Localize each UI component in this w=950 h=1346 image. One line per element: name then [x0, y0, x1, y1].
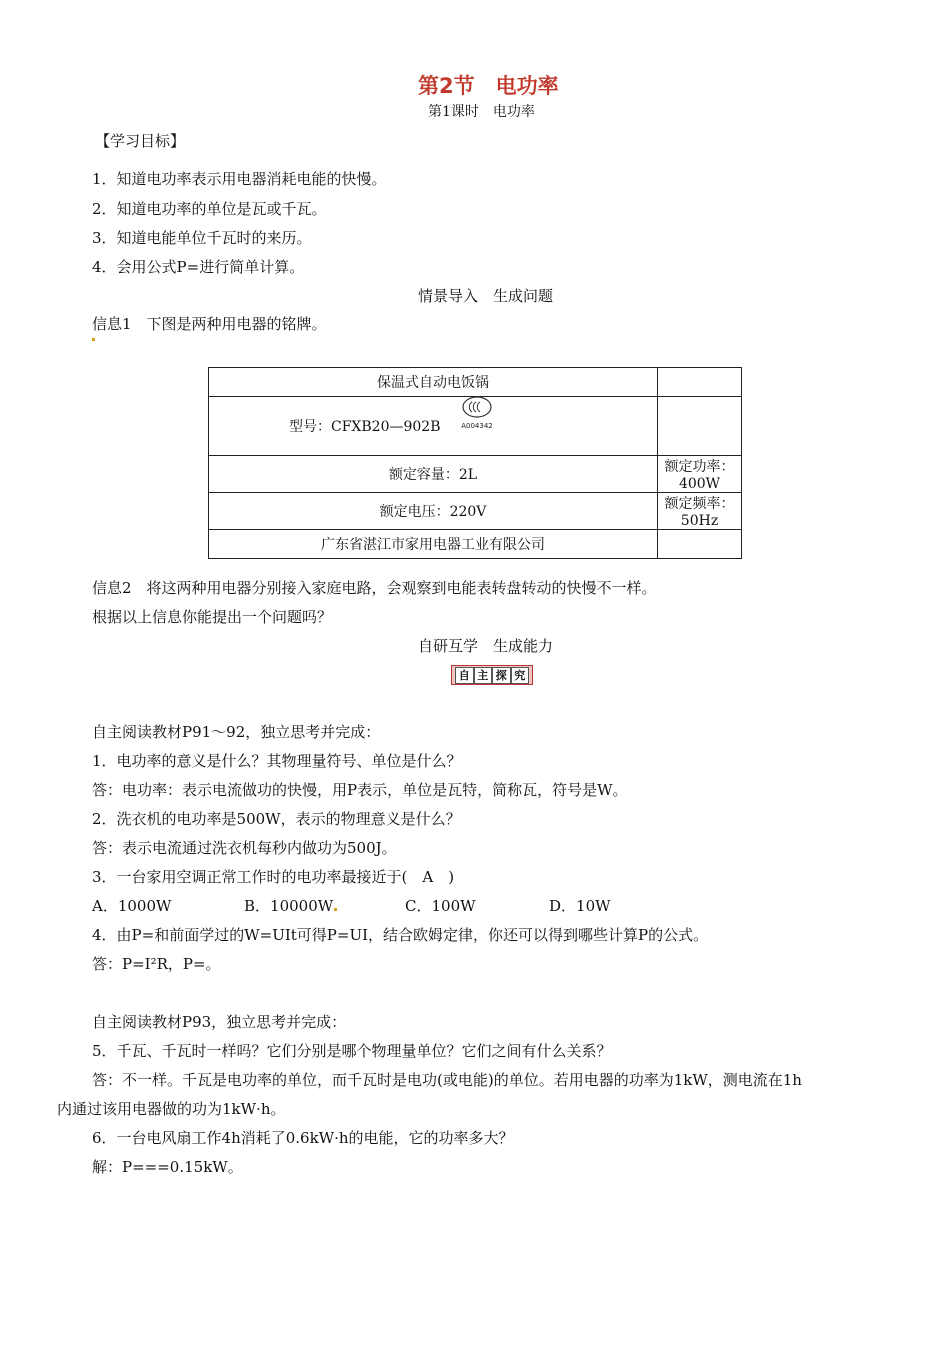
nameplate-product: 保温式自动电饭锅	[209, 368, 658, 397]
question-5: 5．千瓦、千瓦时一样吗？它们分别是哪个物理量单位？它们之间有什么关系？	[92, 1042, 612, 1060]
lesson-subtitle: 第1课时 电功率	[428, 104, 535, 120]
page-title: 第2节 电功率	[418, 74, 559, 98]
answer-6: 解：P===0.15kW。	[92, 1158, 243, 1176]
objective-item: 2．知道电功率的单位是瓦或千瓦。	[92, 200, 327, 218]
option-a: A．1000W	[92, 897, 172, 915]
question-3: 3．一台家用空调正常工作时的电功率最接近于( A )	[92, 868, 455, 886]
info1-text: 信息1 下图是两种用电器的铭牌。	[92, 315, 327, 333]
objective-item: 3．知道电能单位千瓦时的来历。	[92, 229, 312, 247]
nameplate-power: 额定功率：400W	[658, 456, 742, 493]
answer-1: 答：电功率：表示电流做功的快慢，用P表示，单位是瓦特，简称瓦，符号是W。	[92, 781, 628, 799]
nameplate-maker: 广东省湛江市家用电器工业有限公司	[209, 530, 658, 559]
nameplate-model: 型号：CFXB20—902B	[289, 419, 441, 435]
answer-5-continued: 内通过该用电器做的功为1kW·h。	[57, 1100, 286, 1118]
badge-char: 究	[511, 667, 530, 684]
answer-2: 答：表示电流通过洗衣机每秒内做功为500J。	[92, 839, 397, 857]
badge-char: 主	[474, 667, 493, 684]
reading-intro-1: 自主阅读教材P91～92，独立思考并完成：	[92, 723, 381, 741]
mark-dot	[334, 908, 337, 911]
info2-text: 信息2 将这两种用电器分别接入家庭电路，会观察到电能表转盘转动的快慢不一样。	[92, 579, 657, 597]
nameplate-voltage: 额定电压：220V	[209, 493, 658, 530]
ccc-certification-icon	[455, 395, 499, 431]
info2-question: 根据以上信息你能提出一个问题吗？	[92, 608, 333, 626]
section-heading-intro: 情景导入 生成问题	[418, 287, 554, 305]
option-c: C．100W	[405, 897, 476, 915]
nameplate-frequency: 额定频率：50Hz	[658, 493, 742, 530]
reading-intro-2: 自主阅读教材P93，独立思考并完成：	[92, 1013, 347, 1031]
objectives-heading: 【学习目标】	[95, 132, 186, 150]
objective-item: 4．会用公式P=进行简单计算。	[92, 258, 305, 276]
badge-char: 探	[492, 667, 511, 684]
self-study-badge	[451, 665, 533, 685]
option-d: D．10W	[549, 897, 611, 915]
objective-item: 1．知道电功率表示用电器消耗电能的快慢。	[92, 170, 387, 188]
nameplate-model-cell	[209, 397, 658, 456]
option-b: B．10000W	[244, 897, 334, 915]
nameplate-empty-cell	[658, 397, 742, 456]
question-4: 4．由P=和前面学过的W=UIt可得P=UI，结合欧姆定律，你还可以得到哪些计算P的公式。	[92, 926, 709, 944]
question-1: 1．电功率的意义是什么？其物理量符号、单位是什么？	[92, 752, 462, 770]
question-2: 2．洗衣机的电功率是500W，表示的物理意义是什么？	[92, 810, 461, 828]
cert-code: A004342	[461, 422, 493, 430]
nameplate-empty-cell	[658, 368, 742, 397]
section-heading-study: 自研互学 生成能力	[418, 637, 554, 655]
answer-5: 答：不一样。千瓦是电功率的单位，而千瓦时是电功(或电能)的单位。若用电器的功率为1kW，测电流在1h	[92, 1071, 802, 1089]
nameplate-empty-cell	[658, 530, 742, 559]
question-6: 6．一台电风扇工作4h消耗了0.6kW·h的电能，它的功率多大？	[92, 1129, 514, 1147]
nameplate-capacity: 额定容量：2L	[209, 456, 658, 493]
answer-4: 答：P=I²R，P=。	[92, 955, 221, 973]
badge-char: 自	[455, 667, 474, 684]
mark-dot	[92, 338, 95, 341]
